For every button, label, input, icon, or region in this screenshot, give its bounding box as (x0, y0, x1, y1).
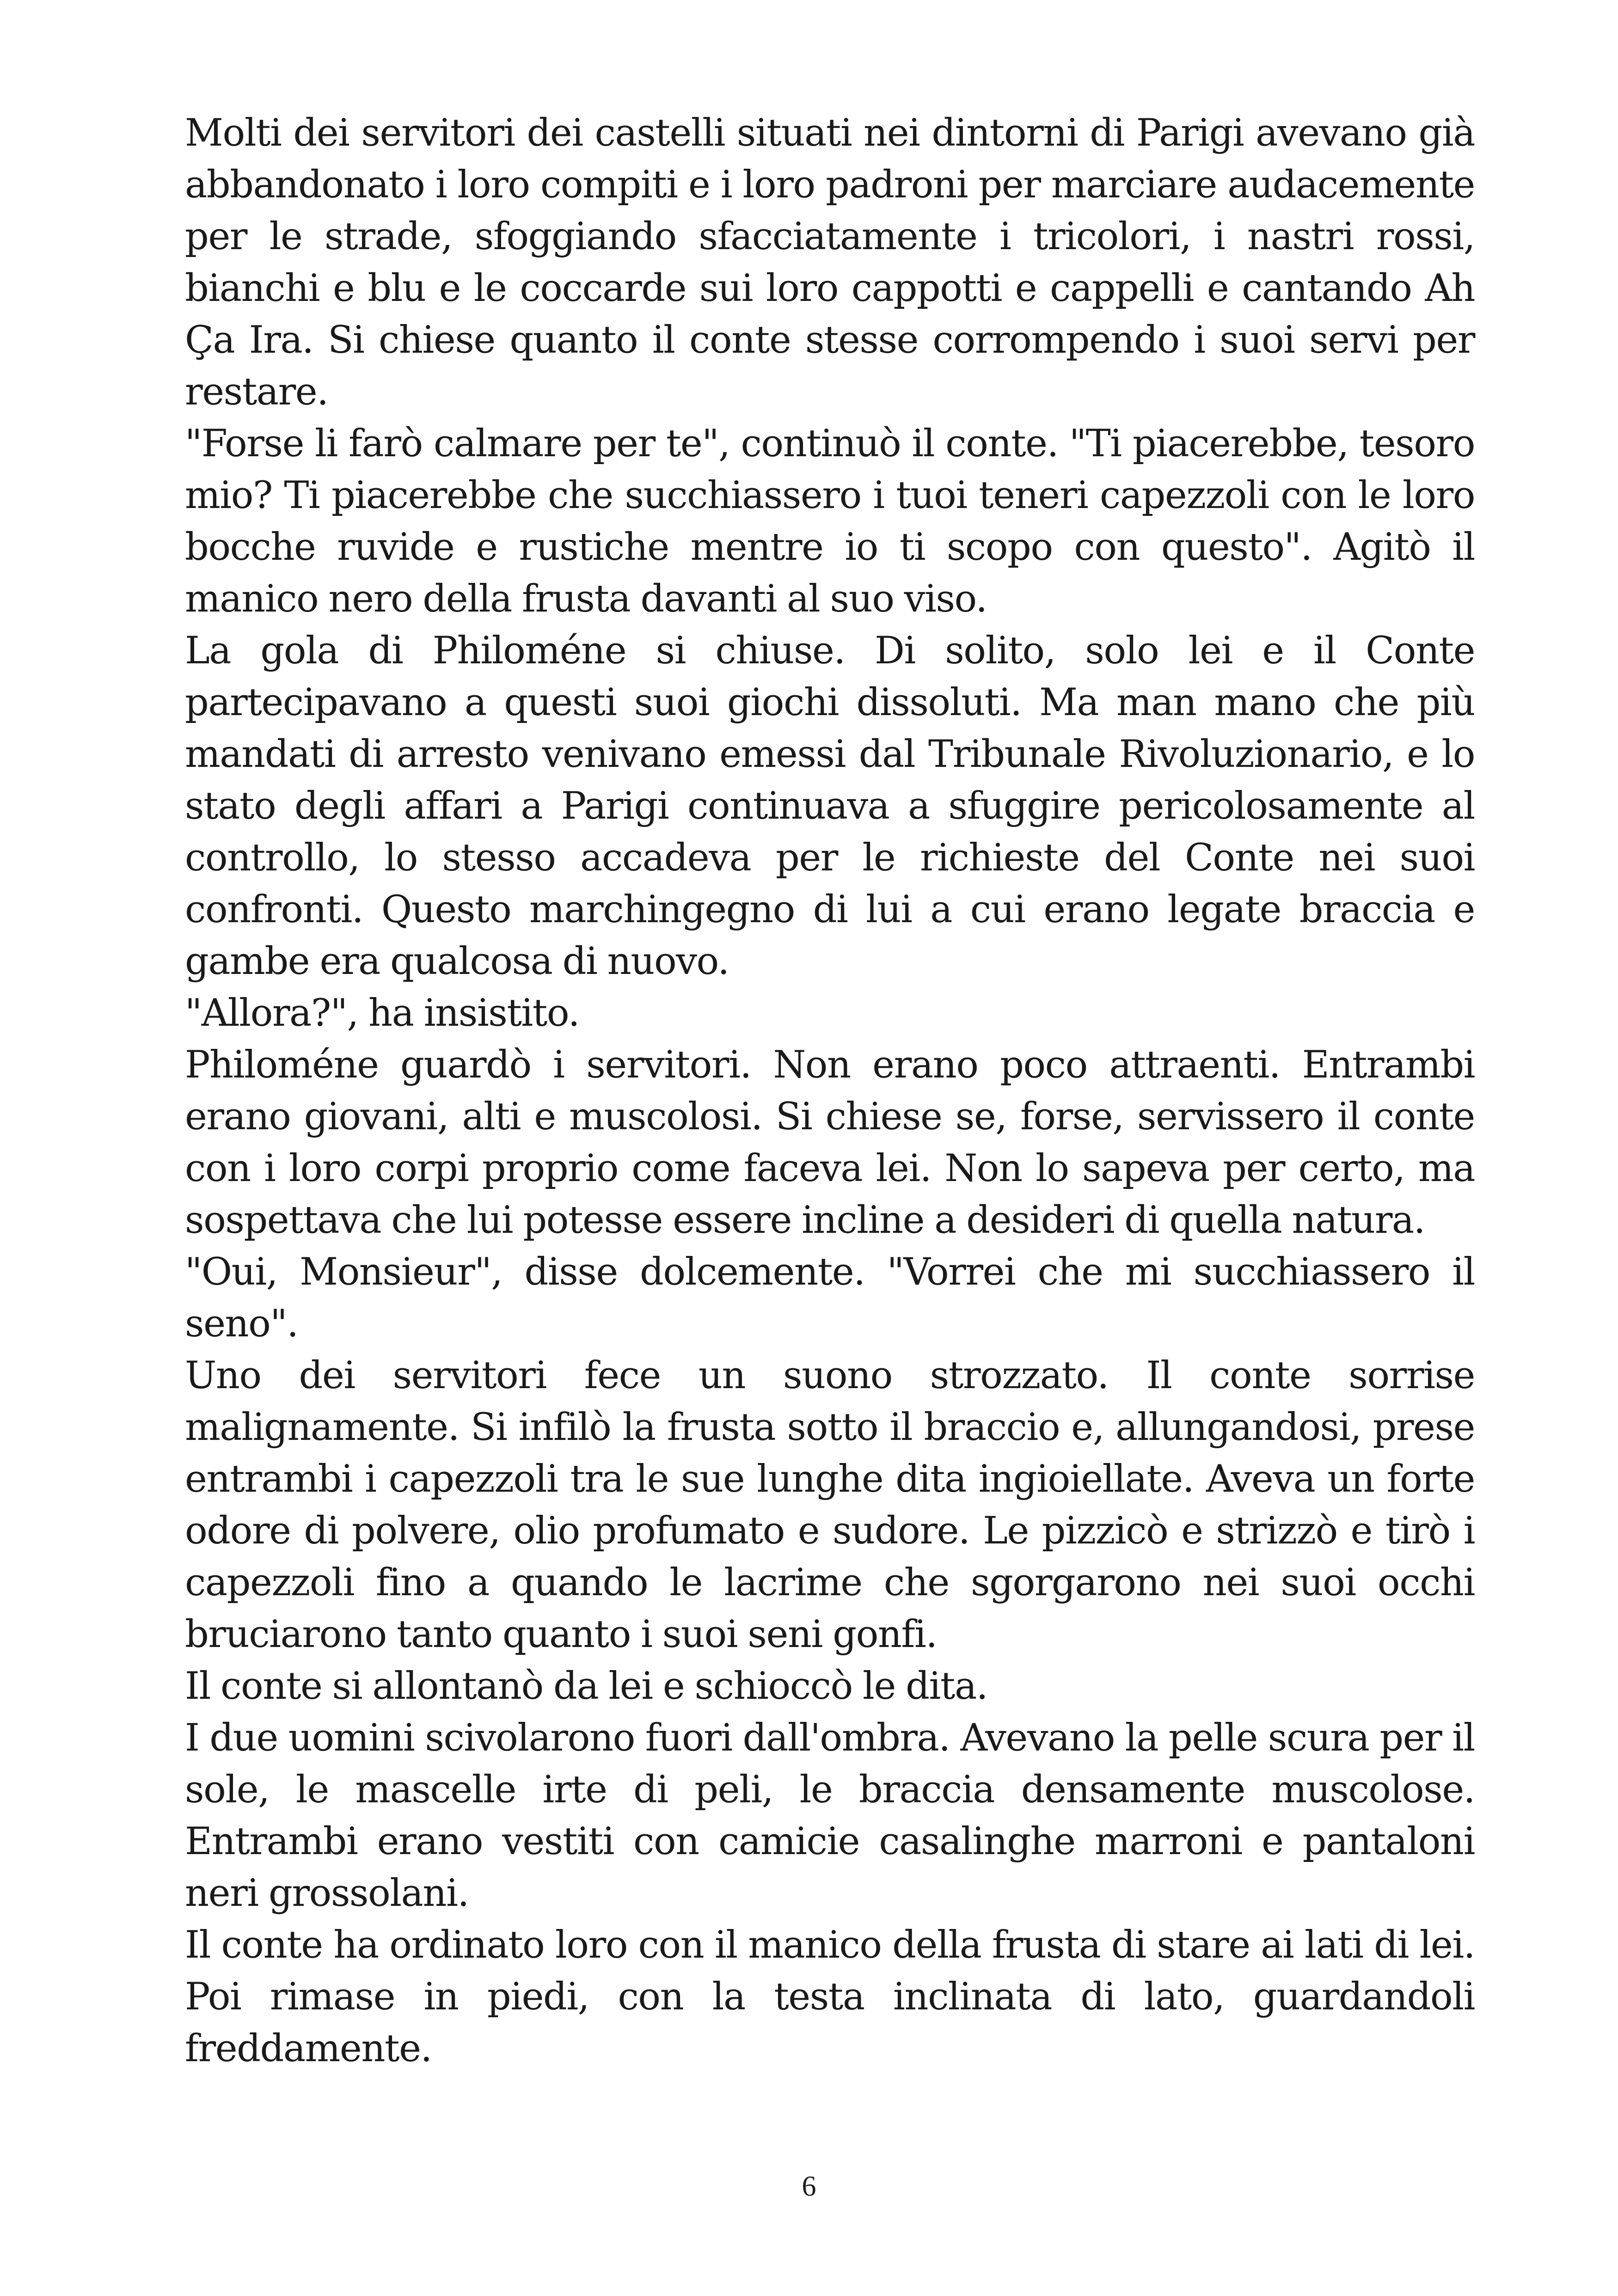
paragraph-3: La gola di Philoméne si chiuse. Di solito, solo lei e il Conte partecipavano a questi suoi giochi dissoluti. Ma man mano che più mandati di arresto venivano emessi dal Tribunale Rivoluzionario, e lo stato degli affari a Parigi continuava a sfuggire pericolosamente al controllo, lo stesso accadeva per le richieste del Conte nei suoi confronti. Questo marchingegno di lui a cui erano legate braccia e gambe era qualcosa di nuovo. (185, 629, 1475, 983)
paragraph-1: Molti dei servitori dei castelli situati nei dintorni di Parigi avevano già abbandonato i loro compiti e i loro padroni per marciare audacemente per le strade, sfoggiando sfacciatamente i tricolori, i nastri rossi, bianchi e blu e le coccarde sui loro cappotti e cappelli e cantando Ah Ça Ira. Si chiese quanto il conte stesse corrompendo i suoi servi per restare. (185, 111, 1475, 414)
paragraph-5: Philoméne guardò i servitori. Non erano poco attraenti. Entrambi erano giovani, alti e muscolosi. Si chiese se, forse, servissero il conte con i loro corpi proprio come faceva lei. Non lo sapeva per certo, ma sospettava che lui potesse essere incline a desideri di quella natura. (185, 1043, 1475, 1242)
page-number: 6 (802, 2171, 816, 2202)
paragraph-8: Il conte si allontanò da lei e schioccò le dita. (185, 1665, 987, 1708)
paragraph-10: Il conte ha ordinato loro con il manico della frusta di stare ai lati di lei. Poi rimase in piedi, con la testa inclinata di lato, guardandoli freddamente. (185, 1923, 1475, 2070)
body-text (185, 107, 1475, 2075)
paragraph-9: I due uomini scivolarono fuori dall'ombra. Avevano la pelle scura per il sole, le mascelle irte di peli, le braccia densamente muscolose. Entrambi erano vestiti con camicie casalinghe marroni e pantaloni neri grossolani. (185, 1716, 1475, 1915)
paragraph-2: "Forse li farò calmare per te", continuò il conte. "Ti piacerebbe, tesoro mio? Ti piacerebbe che succhiassero i tuoi teneri capezzoli con le loro bocche ruvide e rustiche mentre io ti scopo con questo". Agitò il manico nero della frusta davanti al suo viso. (185, 422, 1475, 621)
paragraph-6: "Oui, Monsieur", disse dolcemente. "Vorrei che mi succhiassero il seno". (185, 1250, 1475, 1346)
paragraph-7: Uno dei servitori fece un suono strozzato. Il conte sorrise malignamente. Si infilò la frusta sotto il braccio e, allungandosi, prese entrambi i capezzoli tra le sue lunghe dita ingioiellate. Aveva un forte odore di polvere, olio profumato e sudore. Le pizzicò e strizzò e tirò i capezzoli fino a quando le lacrime che sgorgarono nei suoi occhi bruciarono tanto quanto i suoi seni gonfi. (185, 1354, 1475, 1656)
paragraph-4: "Allora?", ha insistito. (185, 992, 579, 1035)
